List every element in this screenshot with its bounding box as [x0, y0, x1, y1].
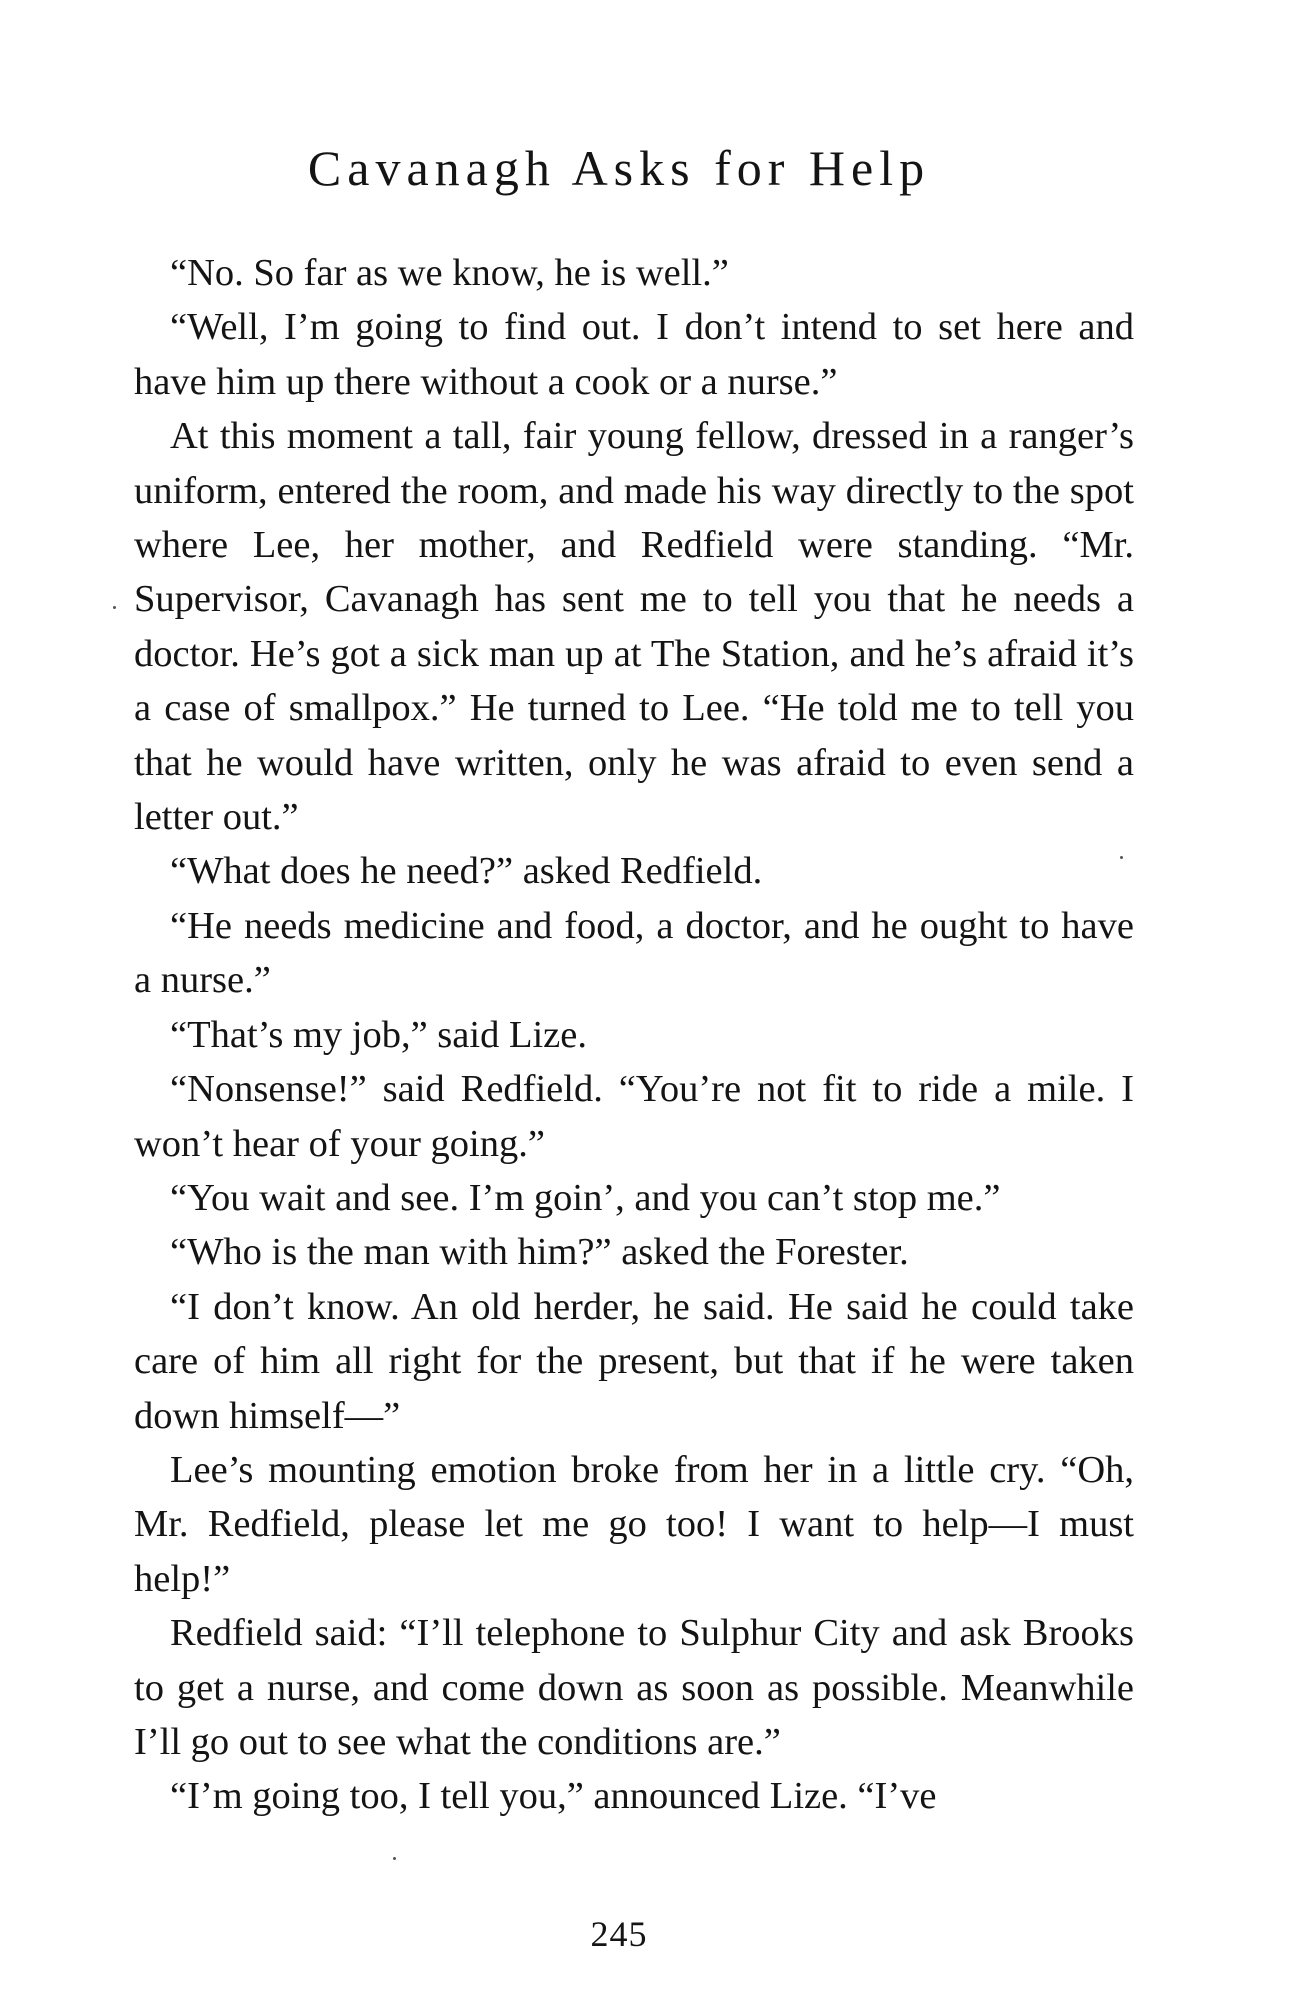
- paragraph: “You wait and see. I’m goin’, and you can’t stop me.”: [170, 1176, 1001, 1219]
- paragraph: “What does he need?” asked Redfield.: [170, 850, 763, 893]
- scan-speck: [393, 1857, 396, 1860]
- paragraph: “I don’t know. An old herder, he said. He said he could take care of him all right for the present, but that if he were taken down himself—”: [134, 1285, 1134, 1437]
- paragraph: “No. So far as we know, he is well.”: [170, 252, 729, 294]
- running-head: Cavanagh Asks for Help: [307, 140, 931, 196]
- scan-speck: [113, 606, 116, 609]
- paragraph: “He needs medicine and food, a doctor, and he ought to have a nurse.”: [134, 904, 1134, 1002]
- paragraph: “That’s my job,” said Lize.: [170, 1013, 587, 1056]
- paragraph: “Nonsense!” said Redfield. “You’re not fit to ride a mile. I won’t hear of your going.”: [134, 1068, 1134, 1165]
- paragraph: At this moment a tall, fair young fellow, dressed in a ranger’s uniform, entered the room, and made his way directly to the spot where Lee, her mother, and Redfield were standing. “Mr. Supervisor, Cavanagh has sent me to tell you that he needs a doctor. He’s got a sick man up at The Station, and he’s afraid it’s a case of smallpox.” He turned to Lee. “He told me to tell you that he would have written, only he was afraid to even send a letter out.”: [134, 415, 1134, 839]
- body-text: [134, 246, 1134, 1824]
- paragraph: “Well, I’m going to find out. I don’t intend to set here and have him up there without a cook or a nurse.”: [134, 306, 1134, 403]
- paragraph: “I’m going too, I tell you,” announced Lize. “I’ve: [170, 1775, 937, 1818]
- scan-speck: [1120, 856, 1123, 859]
- page-number: 245: [590, 1914, 648, 1954]
- paragraph: “Who is the man with him?” asked the Forester.: [170, 1231, 909, 1274]
- paragraph: Lee’s mounting emotion broke from her in a little cry. “Oh, Mr. Redfield, please let me go too! I want to help—I must help!”: [134, 1448, 1134, 1600]
- paragraph: Redfield said: “I’ll telephone to Sulphur City and ask Brooks to get a nurse, and come down as soon as possible. Meanwhile I’ll go out to see what the conditions are.”: [134, 1612, 1134, 1763]
